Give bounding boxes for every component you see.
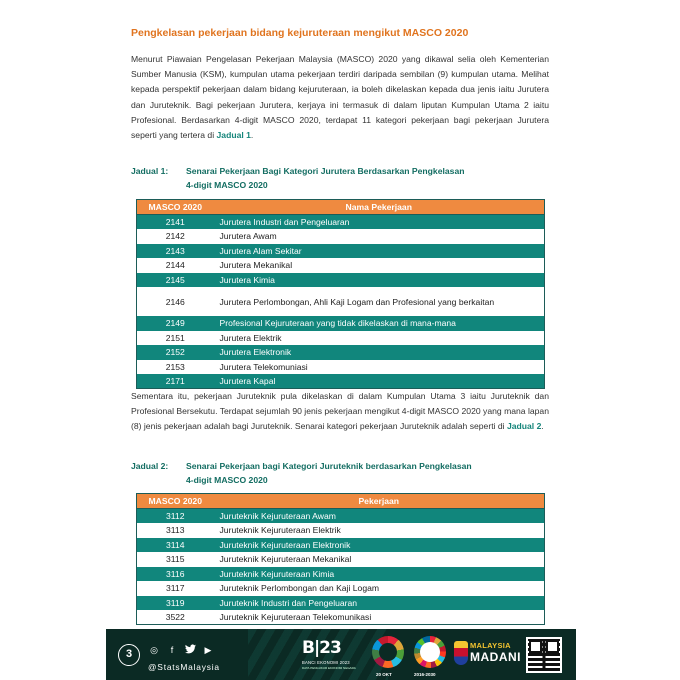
table-2-code-cell: 3522	[137, 610, 214, 625]
table-1-code-cell: 2152	[137, 345, 214, 360]
table-1-row	[137, 345, 545, 360]
table-1-caption	[131, 165, 549, 192]
table-2-row	[137, 567, 545, 582]
table-2-code-cell: 3114	[137, 538, 214, 553]
statistics-day-label: 20 OKT	[376, 672, 392, 677]
table-1-name-cell: Profesional Kejuruteraan yang tidak dikelaskan di mana-mana	[214, 316, 545, 331]
table-1-row	[137, 331, 545, 346]
twitter-icon[interactable]	[184, 644, 196, 656]
table-2-name-cell: Juruteknik Kejuruteraan Elektrik	[214, 523, 545, 538]
table-1-row	[137, 215, 545, 230]
banci-logo-subtitle: DATA PENGUKUR EKONOMI NEGARA	[302, 666, 356, 670]
table-2-row	[137, 523, 545, 538]
table-2-header-row	[137, 494, 545, 509]
section-title: Pengkelasan pekerjaan bidang kejuruteraan mengikut MASCO 2020	[131, 27, 469, 39]
table-1-name-cell: Jurutera Elektrik	[214, 331, 545, 346]
table-1-row	[137, 273, 545, 288]
table-2	[136, 493, 545, 625]
paragraph-1-text: Menurut Piawaian Pengelasan Pekerjaan Malaysia (MASCO) 2020 yang dikawal selia oleh Kementerian Sumber Manusia (KSM), kumpulan utama pekerjaan terdiri daripada sembilan (9) kumpulan utama. Melihat kepada perspektif pekerjaan dalam bidang kejuruteraan, ia boleh dikelaskan kepada dua jenis iaitu Jurutera dan Juruteknik. Bagi pekerjaan Jurutera, kerjaya ini termasuk di dalam liputan Kumpulan Utama 2 iaitu Profesional. Berdasarkan 4-digit MASCO 2020, terdapat 11 kategori pekerjaan bagi pekerjaan Jurutera seperti yang tertera di	[131, 54, 549, 141]
table-1-code-cell: 2145	[137, 273, 214, 288]
table-2-name-cell: Juruteknik Kejuruteraan Elektronik	[214, 538, 545, 553]
table-2-name-cell: Juruteknik Perlombongan dan Kaji Logam	[214, 581, 545, 596]
madani-line2: MADANI	[470, 650, 521, 664]
table-1-caption-number: Jadual 1:	[131, 166, 169, 176]
table-1-name-cell: Jurutera Telekomuniasi	[214, 360, 545, 375]
table-1-code-cell: 2143	[137, 244, 214, 259]
banci-logo-mark: B|23	[302, 638, 341, 658]
malaysia-madani-logo	[470, 641, 521, 664]
social-handle[interactable]: @StatsMalaysia	[148, 662, 220, 672]
table-1-code-cell: 2144	[137, 258, 214, 273]
footer-banner	[106, 629, 576, 680]
table-1-code-cell: 2146	[137, 287, 214, 316]
table-1-name-cell: Jurutera Kapal	[214, 374, 545, 389]
table-1-code-cell: 2153	[137, 360, 214, 375]
paragraph-2-text: Sementara itu, pekerjaan Juruteknik pula dikelaskan di dalam Kumpulan Utama 3 iaitu Juruteknik dan Profesional Bersekutu. Terdapat sejumlah 90 jenis pekerjaan mengikut 4-digit MASCO 2020 yang mana lapan (8) jenis pekerjaan adalah bagi Juruteknik. Senarai kategori pekerjaan Juruteknik adalah seperti di	[131, 391, 549, 432]
table-2-code-cell: 3113	[137, 523, 214, 538]
table-1-code-cell: 2141	[137, 215, 214, 230]
table-1-caption-line2: 4-digit MASCO 2020	[186, 179, 268, 190]
table-2-row	[137, 538, 545, 553]
paragraph-2-end: .	[541, 421, 544, 432]
table-2-header-name: Pekerjaan	[214, 494, 545, 509]
table-2-row	[137, 596, 545, 611]
table-1-row	[137, 229, 545, 244]
table-1-reference[interactable]: Jadual 1	[216, 130, 251, 141]
table-1-name-cell: Jurutera Elektronik	[214, 345, 545, 360]
banci-logo-title: BANCI EKONOMI 2023	[302, 660, 350, 665]
table-2-name-cell: Juruteknik Kejuruteraan Mekanikal	[214, 552, 545, 567]
table-1-name-cell: Jurutera Alam Sekitar	[214, 244, 545, 259]
table-1-header-name: Nama Pekerjaan	[214, 200, 545, 215]
instagram-icon[interactable]: ◎	[150, 645, 158, 655]
table-2-code-cell: 3112	[137, 509, 214, 524]
table-1-name-cell: Jurutera Perlombongan, Ahli Kaji Logam dan Profesional yang berkaitan	[214, 287, 545, 316]
paragraph-1	[131, 52, 549, 143]
paragraph-1-end: .	[250, 130, 254, 141]
table-1-header-row	[137, 200, 545, 215]
table-2-row	[137, 610, 545, 625]
table-2-code-cell: 3119	[137, 596, 214, 611]
table-1-row	[137, 258, 545, 273]
madani-crest-icon	[454, 641, 468, 665]
table-2-code-cell: 3117	[137, 581, 214, 596]
table-1-name-cell: Jurutera Kimia	[214, 273, 545, 288]
facebook-icon[interactable]: f	[170, 645, 174, 655]
table-1-row	[137, 360, 545, 375]
table-1-code-cell: 2149	[137, 316, 214, 331]
table-2-caption-line2: 4-digit MASCO 2020	[186, 474, 268, 485]
table-1-row	[137, 374, 545, 389]
table-2-name-cell: Juruteknik Kejuruteraan Awam	[214, 509, 545, 524]
table-2-row	[137, 509, 545, 524]
sdg-label: 2016-2030	[414, 672, 436, 677]
youtube-icon[interactable]: ▶	[204, 645, 212, 655]
table-1-row	[137, 244, 545, 259]
madani-line1: MALAYSIA	[470, 641, 511, 650]
statistics-day-logo	[372, 636, 404, 668]
table-1-name-cell: Jurutera Awam	[214, 229, 545, 244]
table-1	[136, 199, 545, 389]
table-2-body	[137, 509, 545, 625]
page-number: 3	[118, 644, 140, 666]
table-1-body	[137, 215, 545, 389]
table-2-header-code: MASCO 2020	[137, 494, 214, 509]
qr-code-icon[interactable]	[526, 637, 562, 673]
paragraph-2	[131, 389, 549, 435]
table-2-reference[interactable]: Jadual 2	[506, 421, 542, 432]
table-1-code-cell: 2171	[137, 374, 214, 389]
table-2-caption-number: Jadual 2:	[131, 461, 169, 471]
table-1-code-cell: 2151	[137, 331, 214, 346]
sdg-wheel-logo	[414, 636, 446, 668]
table-2-row	[137, 581, 545, 596]
table-1-row	[137, 316, 545, 331]
table-1-row	[137, 287, 545, 316]
banci-ekonomi-logo	[302, 638, 366, 668]
table-2-caption-line1: Senarai Pekerjaan bagi Kategori Juruteknik berdasarkan Pengkelasan	[186, 461, 472, 471]
social-icons	[148, 644, 214, 656]
table-2-row	[137, 552, 545, 567]
table-1-caption-line1: Senarai Pekerjaan Bagi Kategori Jurutera Berdasarkan Pengkelasan	[186, 166, 465, 176]
table-2-name-cell: Juruteknik Kejuruteraan Telekomunikasi	[214, 610, 545, 625]
table-2-name-cell: Juruteknik Kejuruteraan Kimia	[214, 567, 545, 582]
table-2-name-cell: Juruteknik Industri dan Pengeluaran	[214, 596, 545, 611]
table-2-caption	[131, 460, 549, 487]
table-2-code-cell: 3115	[137, 552, 214, 567]
table-2-code-cell: 3116	[137, 567, 214, 582]
table-1-code-cell: 2142	[137, 229, 214, 244]
table-1-name-cell: Jurutera Mekanikal	[214, 258, 545, 273]
table-1-header-code: MASCO 2020	[137, 200, 214, 215]
table-1-name-cell: Jurutera Industri dan Pengeluaran	[214, 215, 545, 230]
